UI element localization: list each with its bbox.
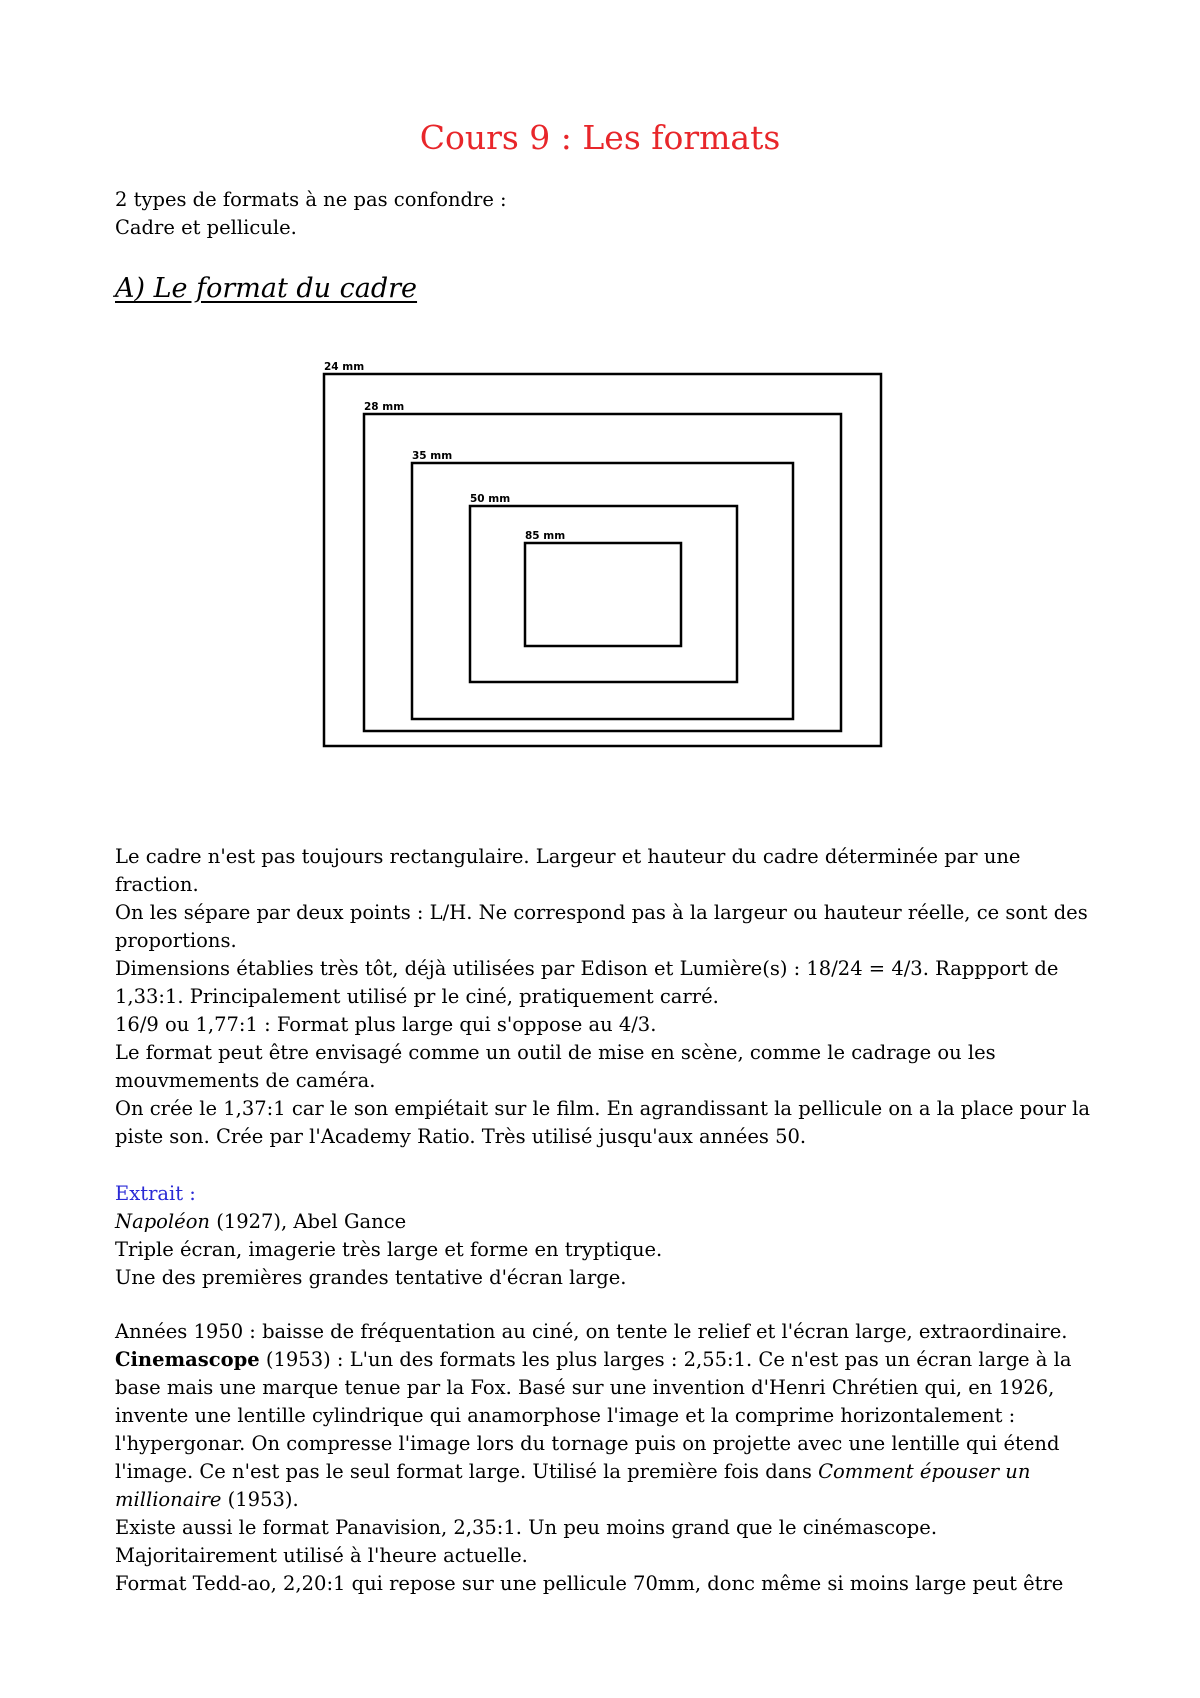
paragraph-line: Existe aussi le format Panavision, 2,35:1. Un peu moins grand que le cinémascope. Majoritairement utilisé à l'heure actuelle. xyxy=(115,1516,938,1567)
label-24mm: 24 mm xyxy=(324,361,365,373)
paragraph-line: Une des premières grandes tentative d'écran large. xyxy=(115,1266,627,1289)
paragraph-line: Format Tedd-ao, 2,20:1 qui repose sur une pellicule 70mm, donc même si moins large peut être xyxy=(115,1572,1064,1595)
paragraph-line: Triple écran, imagerie très large et forme en tryptique. xyxy=(115,1238,663,1261)
page-title: Cours 9 : Les formats xyxy=(419,118,781,157)
film-title: Napoléon xyxy=(115,1210,210,1233)
label-35mm: 35 mm xyxy=(412,450,453,462)
intro-paragraph xyxy=(115,186,1095,242)
label-85mm: 85 mm xyxy=(525,530,566,542)
extract-label: Extrait : xyxy=(115,1182,196,1205)
frame-format-text xyxy=(115,843,1095,1151)
paragraph-line: Le format peut être envisagé comme un outil de mise en scène, comme le cadrage ou les mouvmements de caméra. xyxy=(115,1041,996,1092)
extract-block xyxy=(115,1180,1095,1292)
paragraph-line: 16/9 ou 1,77:1 : Format plus large qui s'oppose au 4/3. xyxy=(115,1013,657,1036)
cinemascope-paragraph xyxy=(115,1346,1095,1514)
cinemascope-end: (1953). xyxy=(221,1488,299,1511)
extract-film-line xyxy=(115,1208,1095,1236)
section-heading: A) Le format du cadre xyxy=(115,273,418,304)
paragraph-line: Dimensions établies très tôt, déjà utilisées par Edison et Lumière(s) : 18/24 = 4/3. Rappport de 1,33:1. Principalement utilisé pr le ciné, pratiquement carré. xyxy=(115,957,1059,1008)
paragraph-line: Années 1950 : baisse de fréquentation au ciné, on tente le relief et l'écran large, extraordinaire. xyxy=(115,1320,1068,1343)
film-title: Comment épouser un millionaire xyxy=(115,1460,1031,1511)
cinemascope-term: Cinemascope xyxy=(115,1348,260,1371)
paragraph-line: On les sépare par deux points : L/H. Ne correspond pas à la largeur ou hauteur réelle, ce sont des proportions. xyxy=(115,901,1088,952)
label-28mm: 28 mm xyxy=(364,401,405,413)
intro-line: Cadre et pellicule. xyxy=(115,216,297,239)
frame-85mm xyxy=(525,543,681,646)
frame-50mm xyxy=(470,506,737,682)
cinemascope-text: (1953) : L'un des formats les plus larges : 2,55:1. Ce n'est pas un écran large à la base mais une marque tenue par la Fox. Basé sur une invention d'Henri Chrétien qui, en 1926, invente une lentille cylindrique qui anamorphose l'image et la comprime horizontalement : l'hypergonar. On compresse l'image lors du tornage puis on projette avec une lentille qui étend l'image. Ce n'est pas le seul format large. Utilisé la première fois dans xyxy=(115,1348,1072,1483)
nested-frames-figure xyxy=(320,356,890,751)
label-50mm: 50 mm xyxy=(470,493,511,505)
frame-format-diagram xyxy=(320,356,890,751)
paragraph-line: On crée le 1,37:1 car le son empiétait sur le film. En agrandissant la pellicule on a la place pour la piste son. Crée par l'Academy Ratio. Très utilisé jusqu'aux années 50. xyxy=(115,1097,1090,1148)
film-details: (1927), Abel Gance xyxy=(210,1210,407,1233)
widescreen-text xyxy=(115,1318,1095,1598)
intro-line: 2 types de formats à ne pas confondre : xyxy=(115,188,507,211)
paragraph-line: Le cadre n'est pas toujours rectangulaire. Largeur et hauteur du cadre déterminée par une fraction. xyxy=(115,845,1021,896)
frame-24mm xyxy=(324,374,881,746)
